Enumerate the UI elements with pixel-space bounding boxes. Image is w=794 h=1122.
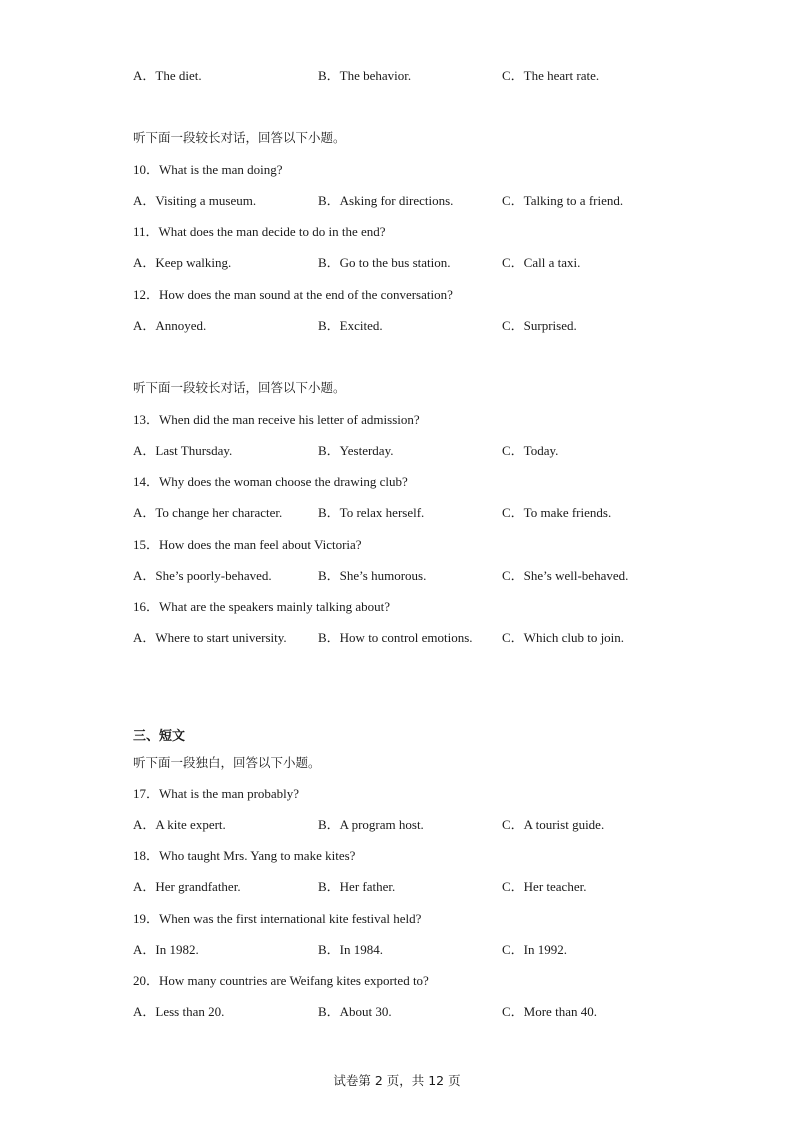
page-footer: 试卷第 2 页，共 12 页: [333, 1073, 461, 1088]
option-c: C．Talking to a friend.: [502, 193, 624, 208]
option-b: B．In 1984.: [318, 942, 384, 957]
option-c: C．Surprised.: [502, 318, 577, 333]
option-c: C．Her teacher.: [502, 879, 587, 894]
question-10: 10．What is the man doing?: [133, 162, 283, 177]
option-a: A．Less than 20.: [133, 1004, 225, 1019]
option-a: A．Visiting a museum.: [133, 193, 257, 208]
question-11: 11．What does the man decide to do in the end?: [133, 224, 386, 239]
option-b: B．To relax herself.: [318, 505, 425, 520]
option-a: A．In 1982.: [133, 942, 199, 957]
option-c: C．Which club to join.: [502, 630, 625, 645]
option-b: B．How to control emotions.: [318, 630, 473, 645]
option-b: B．Go to the bus station.: [318, 255, 451, 270]
option-a: A．Keep walking.: [133, 255, 232, 270]
option-a: A．Her grandfather.: [133, 879, 241, 894]
option-a: A．The diet.: [133, 68, 202, 83]
option-c: C．Call a taxi.: [502, 255, 581, 270]
instruction-monologue: 听下面一段独白，回答以下小题。: [133, 755, 321, 770]
option-a: A．To change her character.: [133, 505, 283, 520]
instruction-dialogue-2: 听下面一段较长对话，回答以下小题。: [133, 380, 346, 395]
option-a: A．Where to start university.: [133, 630, 287, 645]
question-18-options: [133, 879, 693, 895]
question-20: 20．How many countries are Weifang kites exported to?: [133, 973, 429, 988]
question-13: 13．When did the man receive his letter of admission?: [133, 412, 420, 427]
question-15-options: [133, 568, 693, 584]
question-18: 18．Who taught Mrs. Yang to make kites?: [133, 848, 356, 863]
question-12-options: [133, 318, 693, 334]
section-title: 三、短文: [133, 729, 186, 744]
option-b: B．The behavior.: [318, 68, 412, 83]
option-c: C．To make friends.: [502, 505, 612, 520]
option-c: C．More than 40.: [502, 1004, 597, 1019]
question-17: 17．What is the man probably?: [133, 786, 300, 801]
option-b: B．Yesterday.: [318, 443, 394, 458]
option-b: B．Asking for directions.: [318, 193, 454, 208]
option-c: C．The heart rate.: [502, 68, 600, 83]
option-b: B．Excited.: [318, 318, 383, 333]
question-10-options: [133, 193, 693, 209]
question-19-options: [133, 942, 693, 958]
question-15: 15．How does the man feel about Victoria?: [133, 537, 362, 552]
question-19: 19．When was the first international kite festival held?: [133, 911, 422, 926]
option-a: A．Last Thursday.: [133, 443, 233, 458]
question-11-options: [133, 255, 693, 271]
option-b: B．About 30.: [318, 1004, 392, 1019]
option-b: B．A program host.: [318, 817, 424, 832]
option-c: C．In 1992.: [502, 942, 568, 957]
option-c: C．She’s well-behaved.: [502, 568, 629, 583]
question-14-options: [133, 505, 693, 521]
option-a: A．A kite expert.: [133, 817, 226, 832]
question-16: 16．What are the speakers mainly talking about?: [133, 599, 391, 614]
question-17-options: [133, 817, 693, 833]
option-a: A．She’s poorly-behaved.: [133, 568, 272, 583]
option-b: B．She’s humorous.: [318, 568, 427, 583]
option-c: C．A tourist guide.: [502, 817, 605, 832]
option-b: B．Her father.: [318, 879, 396, 894]
question-12: 12．How does the man sound at the end of the conversation?: [133, 287, 453, 302]
question-14: 14．Why does the woman choose the drawing club?: [133, 474, 408, 489]
question-16-options: [133, 630, 693, 646]
option-a: A．Annoyed.: [133, 318, 207, 333]
question-13-options: [133, 443, 693, 459]
option-c: C．Today.: [502, 443, 559, 458]
question-20-options: [133, 1004, 693, 1020]
question-9-options: [133, 68, 693, 84]
instruction-dialogue-1: 听下面一段较长对话，回答以下小题。: [133, 130, 346, 145]
